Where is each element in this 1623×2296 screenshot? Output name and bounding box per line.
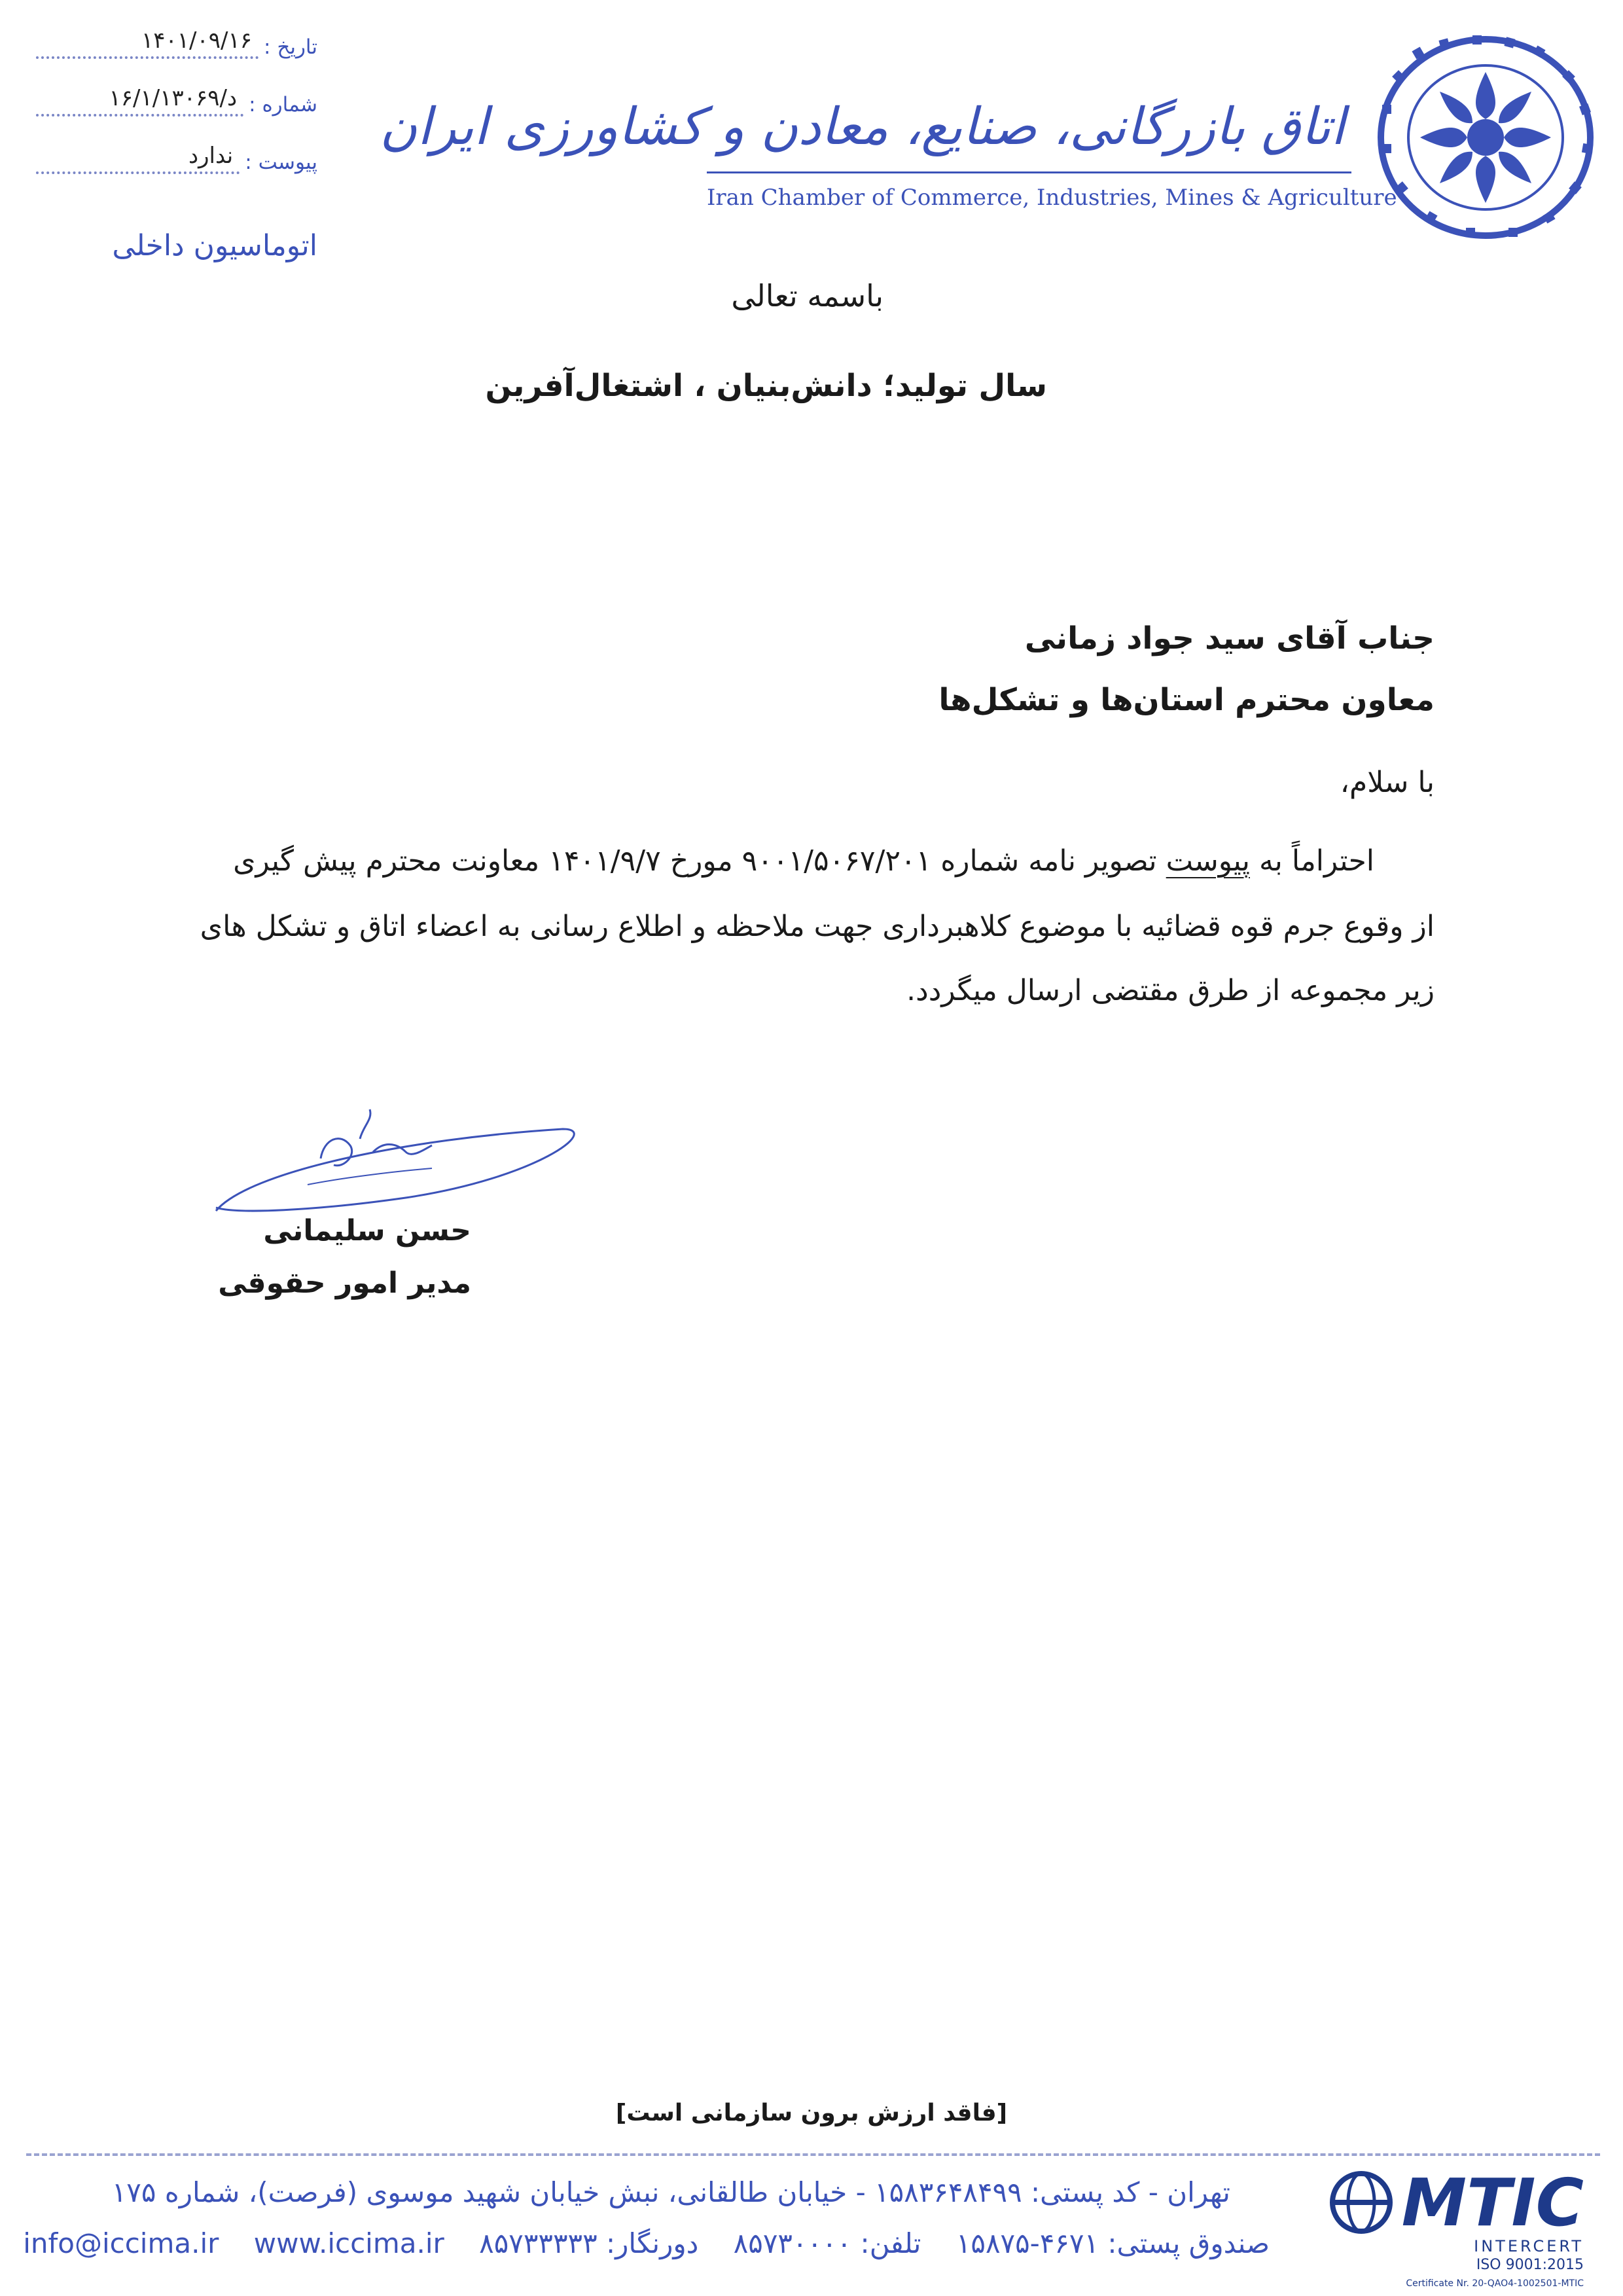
number-value: د/۱۶/۱/۱۳۰۶۹ (109, 85, 238, 111)
body-line-1 (233, 844, 1374, 878)
footer-po-box: صندوق پستی: ۴۶۷۱-۱۵۸۷۵ (955, 2227, 1270, 2259)
mtic-cert: Certificate Nr. 20-QAO4-1002501-MTIC (1406, 2278, 1584, 2289)
automation-label: اتوماسیون داخلی (112, 229, 317, 262)
signer-name: حسن سلیمانی (263, 1214, 471, 1247)
handwritten-signature (209, 1100, 576, 1230)
org-name-en: Iran Chamber of Commerce, Industries, Mines & Agriculture (707, 185, 1397, 211)
org-name-fa: اتاق بازرگانی، صنایع، معادن و کشاورزی ایران (380, 98, 1345, 156)
number-label: شماره : (249, 93, 317, 117)
mtic-sub: INTERCERT (1474, 2237, 1584, 2255)
attachment-label: پیوست : (245, 151, 317, 174)
chamber-seal-icon (1374, 33, 1597, 242)
date-field (36, 20, 317, 59)
footer-contact (23, 2227, 1270, 2259)
body-line-1-rest: تصویر نامه شماره ۹۰۰۱/۵۰۶۷/۲۰۱ مورخ ۱۴۰۱/۹/۷ معاونت محترم پیش گیری (233, 844, 1157, 878)
date-label: تاریخ : (264, 35, 317, 59)
body-line-3: زیر مجموعه از طرق مقتضی ارسال میگردد. (906, 974, 1435, 1007)
body-line-1-underlined: پیوست (1166, 844, 1250, 878)
footer-fax: دورنگار: ۸۵۷۳۳۳۳۳ (479, 2227, 699, 2259)
recipient-title: معاون محترم استان‌ها و تشکل‌ها (938, 682, 1435, 718)
mtic-brand: MTIC (1401, 2164, 1584, 2241)
footer-address: تهران - کد پستی: ۱۵۸۳۶۴۸۴۹۹ - خیابان طالقانی، نبش خیابان شهید موسوی (فرصت)، شماره ۱۷۵ (111, 2176, 1230, 2208)
footer-divider (26, 2153, 1600, 2156)
date-value: ۱۴۰۱/۰۹/۱۶ (141, 27, 253, 54)
signer-title: مدیر امور حقوقی (218, 1266, 471, 1300)
body-line-2: از وقوع جرم قوه قضائیه با موضوع کلاهبرداری جهت ملاحظه و اطلاع رسانی به اعضاء اتاق و تشکل های (200, 910, 1435, 943)
recipient-name: جناب آقای سید جواد زمانی (1024, 620, 1435, 656)
attachment-value: ندارد (188, 143, 234, 169)
footer-phone: تلفن: ۸۵۷۳۰۰۰۰ (733, 2227, 921, 2259)
bismillah: باسمه تعالی (731, 278, 883, 314)
year-motto: سال تولید؛ دانش‌بنیان ، اشتغال‌آفرین (485, 368, 1047, 404)
greeting: با سلام، (1340, 766, 1435, 799)
footer-website: www.iccima.ir (253, 2227, 444, 2259)
mtic-logo (1322, 2163, 1597, 2294)
number-field (36, 77, 317, 117)
disclaimer: [فاقد ارزش برون سازمانی است] (615, 2100, 1008, 2126)
header-divider (707, 171, 1351, 173)
footer-email: info@iccima.ir (23, 2227, 219, 2259)
mtic-iso: ISO 9001:2015 (1476, 2257, 1584, 2273)
attachment-field (36, 135, 317, 174)
org-name-fa-logo (380, 59, 1351, 177)
body-line-1-start: احتراماً به (1259, 844, 1374, 878)
